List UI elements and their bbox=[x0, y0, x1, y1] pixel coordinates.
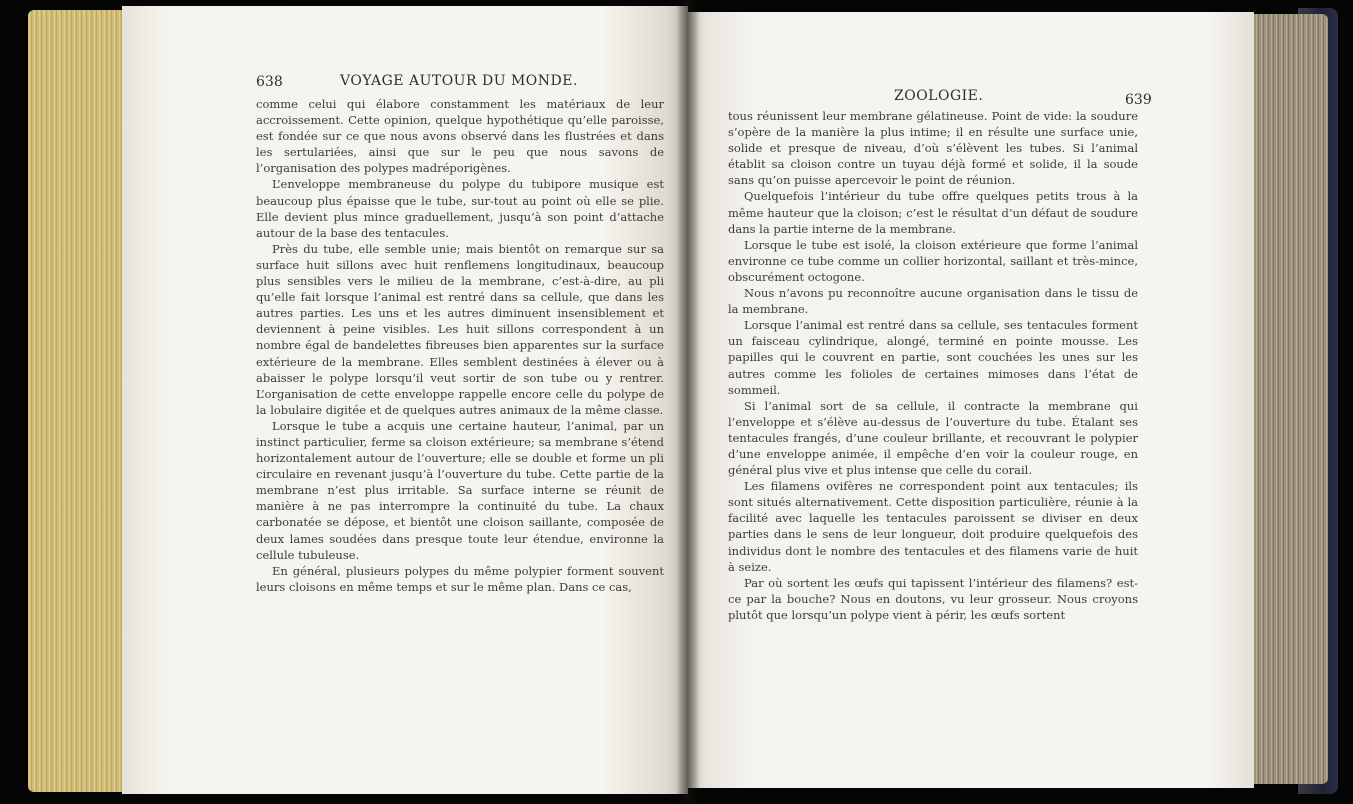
running-head: ZOOLOGIE. bbox=[894, 88, 984, 104]
paragraph: comme celui qui élabore constamment les matériaux de leur accroissement. Cette opinion, quelque hypothétique qu’elle paroisse, est fondée sur ce que nous avons observé dans les flustrées et dans les sertulariées, ainsi que sur le peu que nous savons de l’organisation des polypes madréporigènes. bbox=[256, 97, 664, 176]
page-body bbox=[728, 108, 1138, 623]
page-body bbox=[256, 96, 664, 595]
paragraph: L’enveloppe membraneuse du polype du tubipore musique est beaucoup plus épaisse que le tube, sur-tout au point où elle se plie. Elle devient plus mince graduellement, jusqu’à son point d’attache autour de la base des tentacules. bbox=[256, 177, 664, 240]
paragraph: Les filamens ovifères ne correspondent point aux tentacules; ils sont situés alternativement. Cette disposition particulière, réunie à la facilité avec laquelle les tentacules paroissent se diviser en deux parties dans le sens de leur longueur, doit produire quelquefois des individus dont le nombre des tentacules et des filamens varie de huit à seize. bbox=[728, 479, 1138, 574]
page-number: 639 bbox=[1125, 92, 1152, 108]
paragraph: En général, plusieurs polypes du même polypier forment souvent leurs cloisons en même temps et sur le même plan. Dans ce cas, bbox=[256, 563, 664, 594]
book-gutter bbox=[676, 0, 700, 804]
right-page bbox=[688, 12, 1254, 788]
left-page bbox=[122, 6, 688, 794]
paragraph: Près du tube, elle semble unie; mais bientôt on remarque sur sa surface huit sillons avec huit renflemens longitudinaux, beaucoup plus sensibles vers le milieu de la membrane, c’est-à-dire, au pli qu’elle fait lorsque l’animal est rentré dans sa cellule, que dans les autres parties. Les uns et les autres diminuent insensiblement et deviennent à peine visibles. Les huit sillons correspondent à un nombre égal de bandelettes fibreuses bien apparentes sur la surface extérieure de la membrane. Elles semblent destinées à élever ou à abaisser le polype lorsqu’il veut sortir de son tube ou y rentrer. L’organisation de cette enveloppe rappelle encore celle du polype de la lobulaire digitée et de quelques autres animaux de la même classe. bbox=[256, 241, 664, 417]
paragraph: Lorsque le tube est isolé, la cloison extérieure que forme l’animal environne ce tube comme un collier horizontal, saillant et très-mince, obscurément octogone. bbox=[728, 237, 1138, 284]
paragraph: Par où sortent les œufs qui tapissent l’intérieur des filamens? est-ce par la bouche? Nous en doutons, vu leur grosseur. Nous croyons plutôt que lorsqu’un polype vient à périr, les œufs sortent bbox=[728, 575, 1138, 622]
paragraph: Nous n’avons pu reconnoître aucune organisation dans le tissu de la membrane. bbox=[728, 286, 1138, 317]
paragraph: Lorsque l’animal est rentré dans sa cellule, ses tentacules forment un faisceau cylindrique, alongé, terminé en pointe mousse. Les papilles qui le couvrent en partie, sont couchées les unes sur les autres comme les folioles de certaines mimoses dans l’état de sommeil. bbox=[728, 318, 1138, 397]
right-page-edges bbox=[1250, 14, 1328, 784]
paragraph: Si l’animal sort de sa cellule, il contracte la membrane qui l’enveloppe et s’élève au-dessus de l’ouverture du tube. Étalant ses tentacules frangés, d’une couleur brillante, et recouvrant le polypier d’une enveloppe animée, il empêche d’en voir la couleur rouge, en général plus vive et plus intense que celle du corail. bbox=[728, 398, 1138, 478]
paragraph: Lorsque le tube a acquis une certaine hauteur, l’animal, par un instinct particulier, ferme sa cloison extérieure; sa membrane s’étend horizontalement autour de l’ouverture; elle se double et forme un pli circulaire en revenant jusqu’à l’ouverture du tube. Cette partie de la membrane n’est plus irritable. Sa surface interne se réunit de manière à ne pas interrompre la continuité du tube. La chaux carbonatée se dépose, et bientôt une cloison saillante, composée de deux lames soudées dans presque toute leur étendue, environne la cellule tubuleuse. bbox=[256, 418, 664, 562]
page-number: 638 bbox=[256, 74, 283, 90]
paragraph: tous réunissent leur membrane gélatineuse. Point de vide: la soudure s’opère de la manière la plus intime; il en résulte une surface unie, solide et presque de niveau, d’où s’élèvent les tubes. Si l’animal établit sa cloison contre un tuyau déjà formé et solide, il la soude sans qu’on puisse apercevoir le point de réunion. bbox=[728, 109, 1138, 188]
running-head: VOYAGE AUTOUR DU MONDE. bbox=[340, 73, 578, 89]
paragraph: Quelquefois l’intérieur du tube offre quelques petits trous à la même hauteur que la cloison; c’est le résultat d’un défaut de soudure dans la partie interne de la membrane. bbox=[728, 189, 1138, 236]
